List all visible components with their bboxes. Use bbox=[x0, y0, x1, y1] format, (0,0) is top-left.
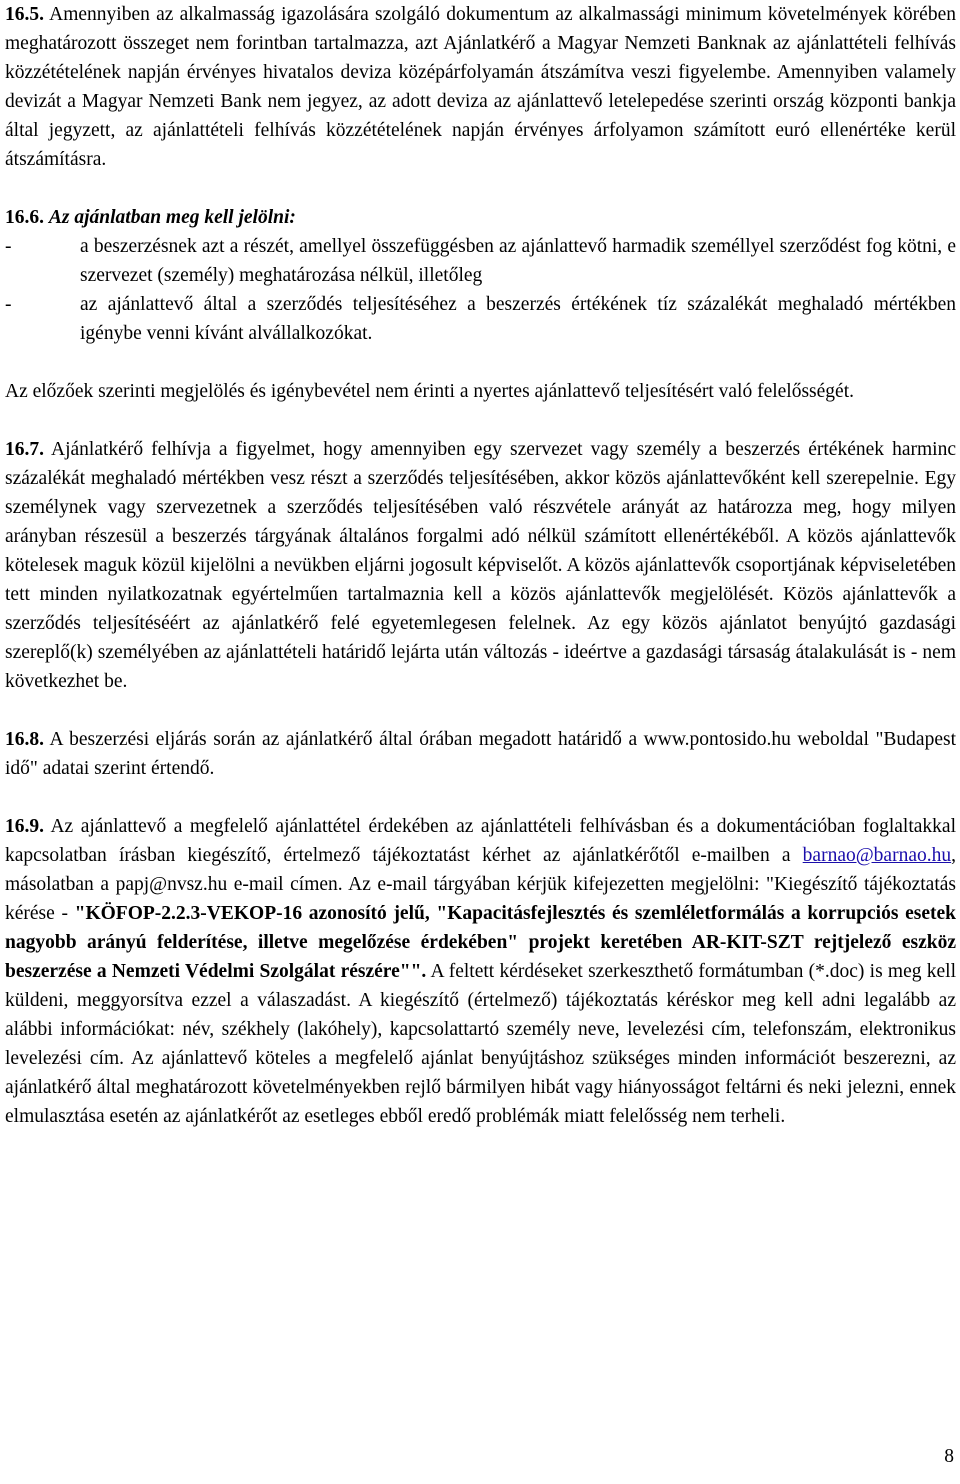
section-text: Amennyiben az alkalmasság igazolására szolgáló dokumentum az alkalmassági minimum követelmények körében meghatározott összeget nem forintban tartalmazza, azt Ajánlatkérő a Magyar Nemzeti Banknak az ajánlattételi felhívás közzétételének napján érvényes hivatalos deviza középárfolyamán átszámítva veszi figyelembe. Amennyiben valamely devizát a Magyar Nemzeti Bank nem jegyez, az adott deviza az ajánlattevő letelepedése szerinti ország központi bankja által jegyzett, az ajánlattételi felhívás közzétételének napján érvényes árfolyamon számított euró ellenértéke kerül átszámításra. bbox=[5, 4, 956, 170]
section-16-9 bbox=[5, 812, 956, 1131]
section-text: Az ajánlattevő a megfelelő ajánlattétel érdekében az ajánlattételi felhívásban és a dokumentációban foglaltakkal kapcsolatban írásban kiegészítő, értelmező tájékoztatást kérhet az ajánlatkérőtől e-mailben a bbox=[5, 816, 956, 866]
list-item bbox=[5, 232, 956, 290]
requirement-list bbox=[5, 232, 956, 348]
dash-bullet: - bbox=[5, 294, 12, 315]
section-16-6-note: Az előzőek szerinti megjelölés és igénybevétel nem érinti a nyertes ajánlattevő teljesítésért való felelősségét. bbox=[5, 381, 855, 402]
section-number: 16.6. bbox=[5, 207, 44, 228]
subject-line: "KÖFOP-2.2.3-VEKOP-16 azonosító jelű, "Kapacitásfejlesztés és szemléletformálás a korrupciós esetek nagyobb arányú felderítése, illetve megelőzése érdekében" projekt keretében AR-KIT-SZT rejtjelező eszköz beszerzése a Nemzeti Védelmi Szolgálat részére"". bbox=[5, 903, 956, 982]
section-number: 16.7. bbox=[5, 439, 44, 460]
section-number: 16.8. bbox=[5, 729, 44, 750]
section-16-6-heading bbox=[5, 203, 956, 232]
page-number: 8 bbox=[944, 1446, 954, 1467]
section-16-8 bbox=[5, 725, 956, 783]
document-page bbox=[5, 0, 956, 1131]
dash-bullet: - bbox=[5, 236, 12, 257]
section-number: 16.5. bbox=[5, 4, 44, 25]
section-text: A beszerzési eljárás során az ajánlatkérő által órában megadott határidő a www.pontosido.hu weboldal "Budapest idő" adatai szerint értendő. bbox=[5, 729, 956, 779]
list-item bbox=[5, 290, 956, 348]
email-link[interactable]: barnao@barnao.hu bbox=[802, 845, 952, 866]
list-item-text: az ajánlattevő által a szerződés teljesítéséhez a beszerzés értékének tíz százalékát meghaladó mértékben igénybe venni kívánt alvállalkozókat. bbox=[80, 294, 956, 344]
section-heading: Az ajánlatban meg kell jelölni: bbox=[48, 207, 296, 228]
section-text: A feltett kérdéseket szerkeszthető formátumban (*.doc) is meg kell küldeni, meggyorsítva ezzel a válaszadást. A kiegészítő (értelmező) tájékoztatás kéréskor meg kell adni legalább az alábbi információkat: név, székhely (lakóhely), kapcsolattartó személy neve, levelezési cím, telefonszám, elektronikus levelezési cím. Az ajánlattevő köteles a megfelelő ajánlat benyújtáshoz szükséges minden információt beszerezni, az ajánlatkérő által meghatározott követelményekben rejlő bármilyen hibát vagy hiányosságot feltárni és neki jelezni, ennek elmulasztása esetén az ajánlatkérőt az esetleges ebből eredő problémák miatt felelősség nem terheli. bbox=[5, 961, 956, 1127]
section-16-5 bbox=[5, 0, 956, 174]
section-text: Ajánlatkérő felhívja a figyelmet, hogy amennyiben egy szervezet vagy személy a beszerzés értékének harminc százalékát meghaladó mértékben vesz részt a szerződés teljesítésében, akkor közös ajánlattevőként kell szerepelnie. Egy személynek vagy szervezetnek a szerződés teljesítésében való részvétele arányát az határozza meg, hogy milyen arányban részesül a beszerzés tárgyának általános forgalmi adó nélkül számított ellenértékéből. A közös ajánlattevők kötelesek maguk közül kijelölni a nevükben eljárni jogosult képviselőt. A közös ajánlattevők csoportjának képviseletében tett minden nyilatkozatnak egyértelműen tartalmaznia kell a közös ajánlattevők megjelölését. Közös ajánlattevők a szerződés teljesítéséért az ajánlatkérő felé egyetemlegesen felelnek. Az egy közös ajánlatot benyújtó gazdasági szereplő(k) személyében az ajánlattételi határidő lejárta után változás - ideértve a gazdasági társaság átalakulását is - nem következhet be. bbox=[5, 439, 956, 692]
section-text: , másolatban a papj@nvsz.hu e-mail címen. Az e-mail tárgyában kérjük kifejezetten megjelölni: "Kiegészítő tájékoztatás kérése - bbox=[5, 845, 956, 924]
list-item-text: a beszerzésnek azt a részét, amellyel összefüggésben az ajánlattevő harmadik személlyel szerződést fog kötni, e szervezet (személy) meghatározása nélkül, illetőleg bbox=[80, 236, 956, 286]
section-16-7 bbox=[5, 435, 956, 696]
section-number: 16.9. bbox=[5, 816, 44, 837]
